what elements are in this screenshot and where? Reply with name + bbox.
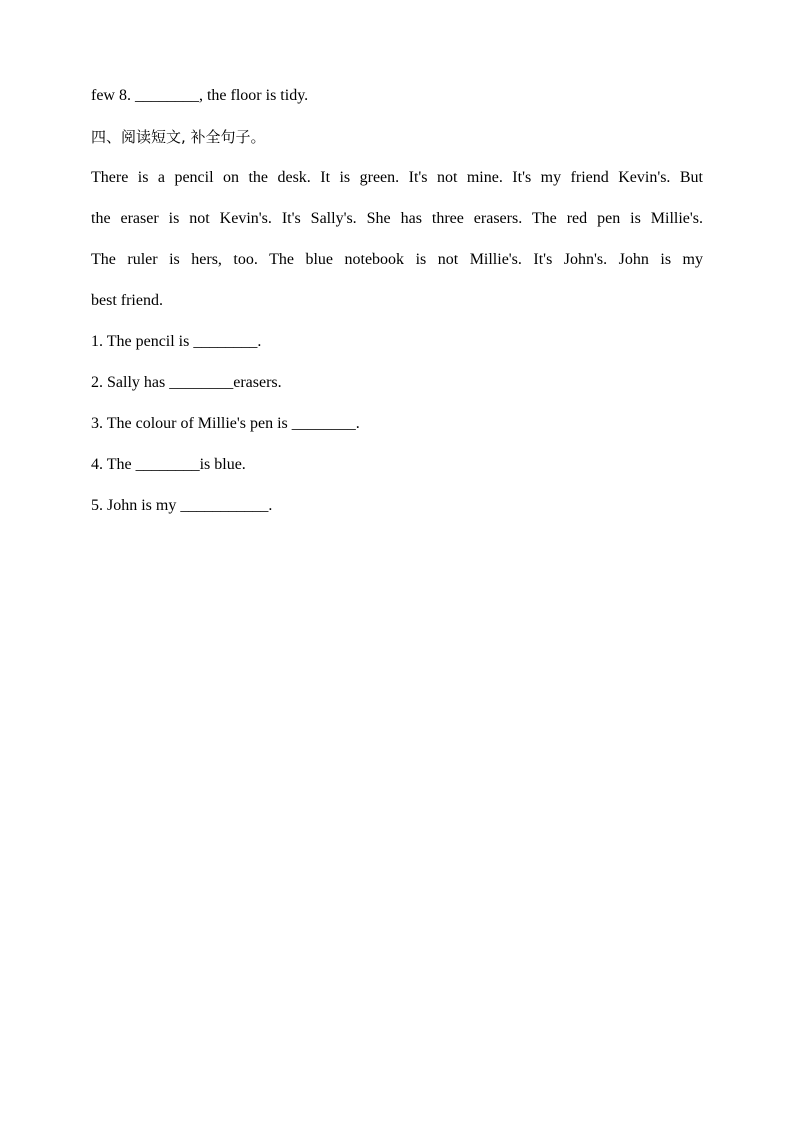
question-2: 2. Sally has ________erasers. <box>91 374 282 391</box>
question-4: 4. The ________is blue. <box>91 456 246 473</box>
passage-line-4: best friend. <box>91 292 163 309</box>
passage-line-2: the eraser is not Kevin's. It's Sally's. She has three erasers. The red pen is Millie's. <box>91 210 703 227</box>
question-3: 3. The colour of Millie's pen is ________. <box>91 415 360 432</box>
exercise-continuation-line: few 8. ________, the floor is tidy. <box>91 87 309 104</box>
worksheet-page <box>91 84 703 518</box>
question-1: 1. The pencil is ________. <box>91 333 262 350</box>
passage-line-3: The ruler is hers, too. The blue notebook is not Millie's. It's John's. John is my <box>91 251 703 268</box>
passage-line-1: There is a pencil on the desk. It is green. It's not mine. It's my friend Kevin's. But <box>91 169 703 186</box>
question-5: 5. John is my ___________. <box>91 497 273 514</box>
reading-passage <box>91 166 703 313</box>
section-heading: 四、阅读短文, 补全句子。 <box>91 128 266 146</box>
